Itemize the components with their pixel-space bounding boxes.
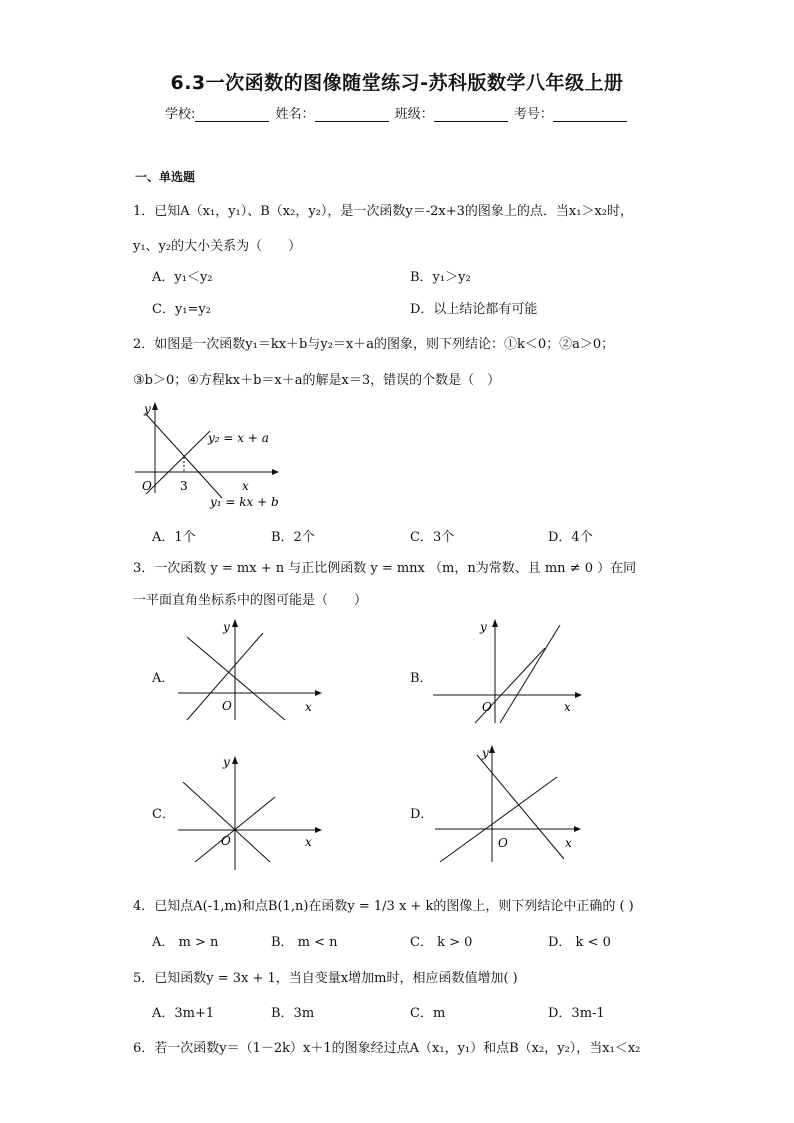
number-blank[interactable] — [553, 108, 627, 122]
page-title: 6.3一次函数的图像随堂练习-苏科版数学八年级上册 — [170, 72, 624, 94]
q2-line1: 2．如图是一次函数y₁＝kx＋b与y₂＝x＋a的图象，则下列结论：①k＜0；②a＞0； — [133, 337, 615, 352]
school-blank[interactable] — [195, 108, 269, 122]
q5-option-c[interactable]: C．m — [410, 1006, 446, 1021]
q3-line1: 3．一次函数 y = mx + n 与正比例函数 y = mnx （m，n为常数、且 mn ≠ 0 ）在同 — [133, 561, 637, 576]
q5-option-a[interactable]: A．3m+1 — [152, 1006, 215, 1021]
q3-graph-c[interactable] — [175, 752, 325, 872]
q3-option-c[interactable]: C． — [152, 807, 175, 822]
q2-option-d[interactable]: D．4个 — [548, 530, 593, 545]
q5-option-d[interactable]: D．3m-1 — [548, 1006, 605, 1021]
q2-option-c[interactable]: C．3个 — [410, 530, 455, 545]
q3-d-y-label: y — [482, 746, 489, 760]
q3-c-x-label: x — [305, 835, 312, 849]
q3-d-x-label: x — [565, 836, 572, 850]
q2-option-a[interactable]: A．1个 — [152, 530, 196, 545]
name-label: 姓名： — [275, 107, 315, 122]
q3-graph-d[interactable] — [432, 737, 587, 867]
q5-line1: 5．已知函数y = 3x + 1，当自变量x增加m时，相应函数值增加( ) — [133, 971, 518, 986]
q2-tick-3: 3 — [180, 479, 188, 493]
q4-option-d[interactable]: D． k < 0 — [548, 935, 611, 950]
q5-option-b[interactable]: B．3m — [271, 1006, 315, 1021]
q4-option-a[interactable]: A． m > n — [152, 935, 219, 950]
q1-option-b[interactable]: B．y₁＞y₂ — [410, 270, 471, 285]
q1-line1: 1．已知A（x₁，y₁）、B（x₂，y₂），是一次函数y＝-2x+3的图象上的点．当x₁＞x₂时， — [133, 204, 633, 219]
q3-b-x-label: x — [564, 700, 571, 714]
q2-line-y2 — [146, 431, 210, 494]
number-label: 考号： — [513, 107, 553, 122]
q2-x-label: x — [242, 479, 249, 493]
q3-graph-a[interactable] — [175, 615, 325, 725]
q6-line1: 6．若一次函数y＝（1－2k）x＋1的图象经过点A（x₁，y₁）和点B（x₂，y₂），当x₁＜x₂ — [133, 1041, 641, 1056]
q1-option-c[interactable]: C．y₁=y₂ — [152, 302, 211, 317]
q2-x-arrow — [272, 469, 279, 475]
q3-a-x-label: x — [305, 700, 312, 714]
q3-a-origin: O — [222, 699, 232, 713]
q3-line2: 一平面直角坐标系中的图可能是（ ） — [133, 593, 368, 608]
class-label: 班级： — [394, 107, 434, 122]
q3-d-origin: O — [498, 836, 508, 850]
school-label: 学校: — [165, 107, 196, 122]
q3-graph-b[interactable] — [430, 615, 585, 725]
q2-y-arrow — [152, 402, 158, 410]
q2-graph — [130, 398, 300, 518]
q3-b-origin: O — [482, 700, 492, 714]
q1-option-d[interactable]: D．以上结论都有可能 — [410, 302, 538, 317]
q3-c-y-label: y — [223, 755, 230, 769]
q2-option-b[interactable]: B．2个 — [271, 530, 315, 545]
q3-option-a[interactable]: A． — [152, 671, 175, 686]
class-blank[interactable] — [434, 108, 508, 122]
q3-a-y-label: y — [223, 620, 230, 634]
section-heading: 一、单选题 — [135, 170, 196, 184]
q4-option-b[interactable]: B． m < n — [271, 935, 338, 950]
q2-line2-label: y₂ = x + a — [208, 431, 269, 445]
q1-line2: y₁、y₂的大小关系为（ ） — [133, 239, 302, 254]
q3-option-d[interactable]: D． — [410, 807, 434, 822]
q1-option-a[interactable]: A．y₁＜y₂ — [152, 270, 213, 285]
q4-option-c[interactable]: C． k > 0 — [410, 935, 473, 950]
q2-line2: ③b＞0；④方程kx＋b＝x＋a的解是x＝3，错误的个数是（ ） — [133, 373, 501, 388]
q2-line1-label: y₁ = kx + b — [210, 495, 279, 509]
q3-option-b[interactable]: B． — [410, 671, 433, 686]
q4-line1: 4．已知点A(-1,m)和点B(1,n)在函数y = 1/3 x + k的图像上，则下列结论中正确的 ( ) — [133, 899, 634, 914]
student-info — [165, 103, 629, 122]
q3-c-origin: O — [221, 834, 231, 848]
name-blank[interactable] — [315, 108, 389, 122]
q2-y-label: y — [144, 402, 151, 416]
q2-origin: O — [142, 479, 152, 493]
q3-b-y-label: y — [480, 620, 487, 634]
